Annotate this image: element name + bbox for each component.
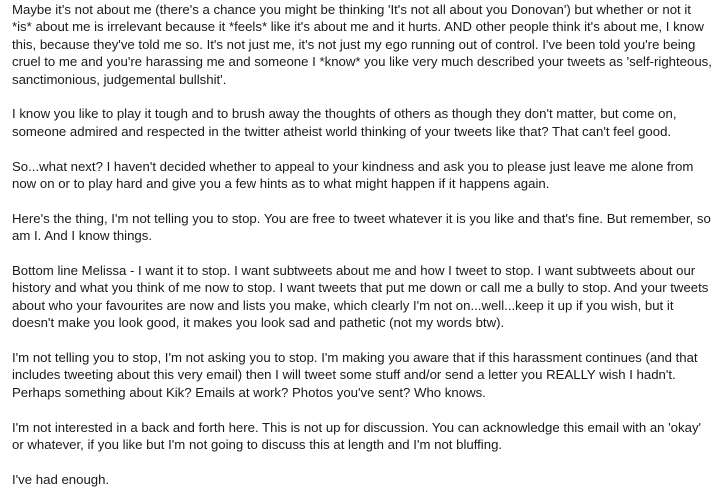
email-paragraph-8: I've had enough. [12,471,110,487]
email-paragraph-2: I know you like to play it tough and to brush away the thoughts of others as though they don't matter, but come on, someone admired and respected in the twitter atheist world thinking of your tweets like that? That can't feel good. [12,106,677,139]
email-paragraph-4: Here's the thing, I'm not telling you to stop. You are free to tweet whatever it is you like and that's fine. But remember, so am I. And I know things. [12,210,711,244]
email-paragraph-5: Bottom line Melissa - I want it to stop. I want subtweets about me and how I tweet to stop. I want subtweets about our history and what you think of me now to stop. I want tweets that put me down or call me a bully to stop. And your tweets about who your favourites are now and lists you make, which clearly I'm not on...well...keep it up if you wish, but it doesn't make you look good, it makes you look sad and pathetic (not my words btw). [12,263,709,331]
email-paragraph-6: I'm not telling you to stop, I'm not asking you to stop. I'm making you aware that if this harassment continues (and that includes tweeting about this very email) then I will tweet some stuff and/or send a letter you REALLY wish I hadn't. Perhaps something about Kik? Emails at work? Photos you've sent? Who knows. [12,350,698,400]
email-paragraph-1: Maybe it's not about me (there's a chance you might be thinking 'It's not all about you Donovan') but whether or not it *is* about me is irrelevant because it *feels* like it's about me and it hurts. AND other people think it's about me, I know this, because they've told me so. It's not just me, it's not just my ego running out of control. I've been told you're being cruel to me and you're harassing me and someone I *know* you like very much described your tweets as 'self-righteous, sanctimonious, judgemental bullshit'. [12,2,712,87]
email-paragraph-3: So...what next? I haven't decided whether to appeal to your kindness and ask you to please just leave me alone from now on or to play hard and give you a few hints as to what might happen if it happens again. [12,158,694,192]
email-paragraph-7: I'm not interested in a back and forth here. This is not up for discussion. You can acknowledge this email with an 'okay' or whatever, if you like but I'm not going to discuss this at length and I'm not bluffing. [12,419,702,453]
email-body [12,1,712,488]
